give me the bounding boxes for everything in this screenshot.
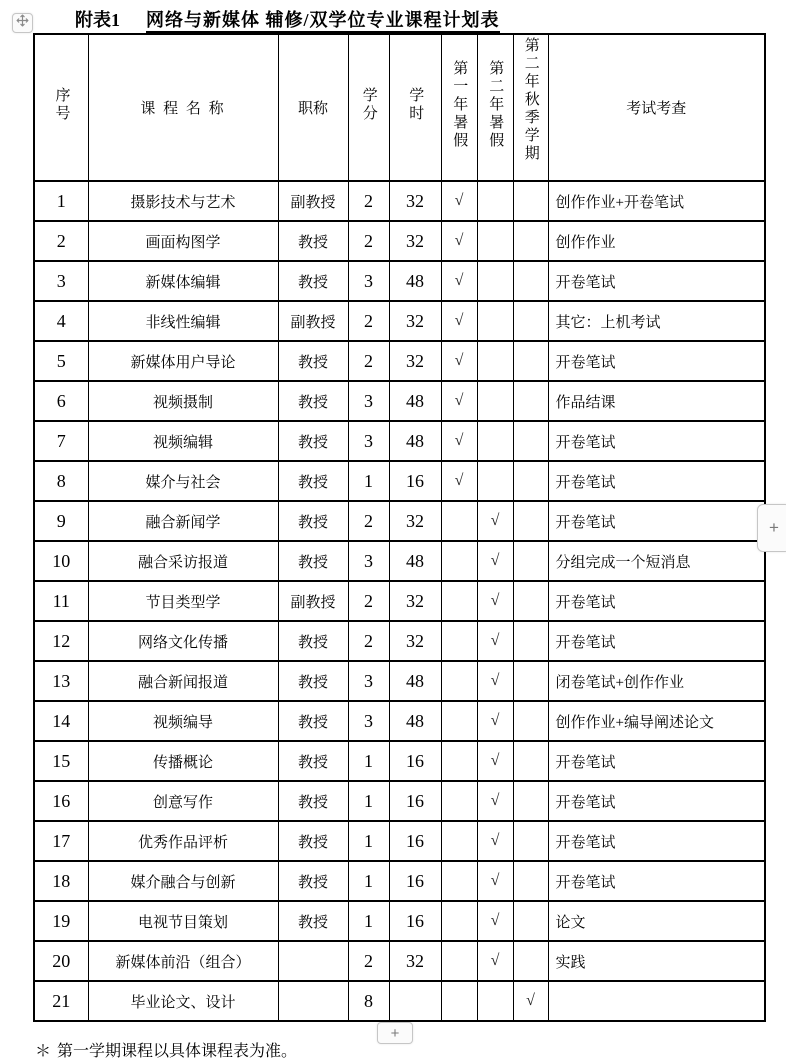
- title-main: 网络与新媒体 辅修/双学位专业课程计划表: [146, 10, 500, 33]
- cell-year2-fall-check[interactable]: [513, 821, 548, 861]
- cell-exam[interactable]: 创作作业+开卷笔试: [548, 181, 765, 221]
- plus-icon: +: [390, 1024, 400, 1042]
- cell-rank[interactable]: 教授: [278, 501, 348, 541]
- footnote[interactable]: [35, 1038, 297, 1061]
- cell-index[interactable]: 5: [34, 341, 88, 381]
- cell-rank[interactable]: 教授: [278, 861, 348, 901]
- cell-credits[interactable]: 2: [348, 621, 389, 661]
- cell-credits[interactable]: 2: [348, 181, 389, 221]
- cell-year2-fall-check[interactable]: [513, 661, 548, 701]
- cell-index[interactable]: 12: [34, 621, 88, 661]
- cell-exam[interactable]: 其它：上机考试: [548, 301, 765, 341]
- cell-credits[interactable]: 1: [348, 861, 389, 901]
- header-row: [34, 34, 765, 181]
- cell-course-name[interactable]: 网络文化传播: [88, 621, 278, 661]
- cell-credits[interactable]: 3: [348, 381, 389, 421]
- cell-year1-summer-check[interactable]: [441, 661, 477, 701]
- cell-year2-summer-check[interactable]: √: [477, 821, 513, 861]
- move-icon: [16, 14, 29, 32]
- table-row: [34, 501, 765, 541]
- cell-credits[interactable]: 3: [348, 261, 389, 301]
- cell-index[interactable]: 11: [34, 581, 88, 621]
- col-header-index[interactable]: 序号: [34, 34, 88, 181]
- cell-hours[interactable]: 48: [389, 701, 441, 741]
- cell-rank[interactable]: 教授: [278, 541, 348, 581]
- cell-index[interactable]: 1: [34, 181, 88, 221]
- cell-rank[interactable]: [278, 981, 348, 1021]
- table-row: [34, 821, 765, 861]
- cell-year2-fall-check[interactable]: √: [513, 981, 548, 1021]
- cell-rank[interactable]: 副教授: [278, 301, 348, 341]
- cell-course-name[interactable]: 画面构图学: [88, 221, 278, 261]
- cell-hours[interactable]: 48: [389, 661, 441, 701]
- course-plan-table: [33, 33, 766, 1022]
- table-row: [34, 941, 765, 981]
- insert-row-button[interactable]: [377, 1022, 413, 1044]
- cell-year1-summer-check[interactable]: [441, 781, 477, 821]
- cell-year2-summer-check[interactable]: √: [477, 621, 513, 661]
- cell-year2-summer-check[interactable]: √: [477, 581, 513, 621]
- cell-year2-summer-check[interactable]: [477, 261, 513, 301]
- table-row: [34, 661, 765, 701]
- cell-year1-summer-check[interactable]: √: [441, 461, 477, 501]
- cell-course-name[interactable]: 融合新闻学: [88, 501, 278, 541]
- table-row: [34, 221, 765, 261]
- table-row: [34, 861, 765, 901]
- cell-credits[interactable]: 2: [348, 501, 389, 541]
- cell-course-name[interactable]: 新媒体编辑: [88, 261, 278, 301]
- cell-exam[interactable]: 开卷笔试: [548, 821, 765, 861]
- cell-hours[interactable]: 32: [389, 581, 441, 621]
- col-header-exam[interactable]: 考试考查: [548, 34, 765, 181]
- cell-hours[interactable]: 16: [389, 861, 441, 901]
- cell-year1-summer-check[interactable]: [441, 901, 477, 941]
- cell-year1-summer-check[interactable]: √: [441, 221, 477, 261]
- table-row: [34, 181, 765, 221]
- cell-index[interactable]: 8: [34, 461, 88, 501]
- cell-year2-summer-check[interactable]: √: [477, 701, 513, 741]
- cell-exam[interactable]: 开卷笔试: [548, 261, 765, 301]
- cell-year2-fall-check[interactable]: [513, 741, 548, 781]
- cell-hours[interactable]: [389, 981, 441, 1021]
- cell-credits[interactable]: 1: [348, 781, 389, 821]
- cell-year1-summer-check[interactable]: [441, 741, 477, 781]
- title-prefix: 附表1: [75, 10, 120, 30]
- cell-hours[interactable]: 32: [389, 941, 441, 981]
- cell-year1-summer-check[interactable]: [441, 981, 477, 1021]
- cell-index[interactable]: 2: [34, 221, 88, 261]
- cell-course-name[interactable]: 新媒体前沿（组合）: [88, 941, 278, 981]
- cell-course-name[interactable]: 新媒体用户导论: [88, 341, 278, 381]
- cell-year2-summer-check[interactable]: [477, 341, 513, 381]
- cell-rank[interactable]: 教授: [278, 381, 348, 421]
- table-row: [34, 621, 765, 661]
- table-row: [34, 581, 765, 621]
- cell-year2-fall-check[interactable]: [513, 701, 548, 741]
- cell-exam[interactable]: 论文: [548, 901, 765, 941]
- table-row: [34, 301, 765, 341]
- cell-course-name[interactable]: 电视节目策划: [88, 901, 278, 941]
- col-header-course[interactable]: 课 程 名 称: [88, 34, 278, 181]
- cell-year2-summer-check[interactable]: √: [477, 781, 513, 821]
- cell-course-name[interactable]: 视频摄制: [88, 381, 278, 421]
- cell-hours[interactable]: 16: [389, 821, 441, 861]
- cell-rank[interactable]: 教授: [278, 821, 348, 861]
- cell-exam[interactable]: 开卷笔试: [548, 621, 765, 661]
- cell-credits[interactable]: 2: [348, 341, 389, 381]
- cell-year2-summer-check[interactable]: √: [477, 901, 513, 941]
- cell-course-name[interactable]: 节目类型学: [88, 581, 278, 621]
- cell-index[interactable]: 7: [34, 421, 88, 461]
- cell-year2-fall-check[interactable]: [513, 421, 548, 461]
- cell-year2-fall-check[interactable]: [513, 301, 548, 341]
- cell-year2-fall-check[interactable]: [513, 341, 548, 381]
- cell-year1-summer-check[interactable]: [441, 541, 477, 581]
- cell-rank[interactable]: 教授: [278, 741, 348, 781]
- cell-credits[interactable]: 3: [348, 701, 389, 741]
- cell-course-name[interactable]: 传播概论: [88, 741, 278, 781]
- cell-hours[interactable]: 32: [389, 221, 441, 261]
- cell-year2-fall-check[interactable]: [513, 941, 548, 981]
- cell-rank[interactable]: 副教授: [278, 581, 348, 621]
- cell-rank[interactable]: 教授: [278, 221, 348, 261]
- cell-hours[interactable]: 16: [389, 901, 441, 941]
- cell-course-name[interactable]: 融合采访报道: [88, 541, 278, 581]
- cell-hours[interactable]: 48: [389, 541, 441, 581]
- cell-index[interactable]: 9: [34, 501, 88, 541]
- cell-year2-fall-check[interactable]: [513, 501, 548, 541]
- footnote-text: 第一学期课程以具体课程表为准。: [57, 1043, 298, 1060]
- cell-year2-summer-check[interactable]: [477, 421, 513, 461]
- cell-rank[interactable]: 教授: [278, 461, 348, 501]
- cell-rank[interactable]: 教授: [278, 901, 348, 941]
- cell-index[interactable]: 3: [34, 261, 88, 301]
- cell-year2-fall-check[interactable]: [513, 901, 548, 941]
- cell-year1-summer-check[interactable]: [441, 941, 477, 981]
- cell-course-name[interactable]: 视频编导: [88, 701, 278, 741]
- cell-exam[interactable]: 实践: [548, 941, 765, 981]
- cell-course-name[interactable]: 摄影技术与艺术: [88, 181, 278, 221]
- cell-year1-summer-check[interactable]: √: [441, 301, 477, 341]
- cell-exam[interactable]: 闭卷笔试+创作作业: [548, 661, 765, 701]
- cell-year2-fall-check[interactable]: [513, 381, 548, 421]
- col-header-rank[interactable]: 职称: [278, 34, 348, 181]
- cell-year2-fall-check[interactable]: [513, 581, 548, 621]
- cell-year2-fall-check[interactable]: [513, 541, 548, 581]
- cell-index[interactable]: 13: [34, 661, 88, 701]
- cell-year2-summer-check[interactable]: [477, 461, 513, 501]
- cell-rank[interactable]: 教授: [278, 341, 348, 381]
- cell-year2-fall-check[interactable]: [513, 221, 548, 261]
- cell-year2-summer-check[interactable]: [477, 221, 513, 261]
- cell-exam[interactable]: 开卷笔试: [548, 581, 765, 621]
- table-row: [34, 701, 765, 741]
- table-row: [34, 541, 765, 581]
- plus-icon: +: [769, 518, 779, 537]
- cell-credits[interactable]: 3: [348, 421, 389, 461]
- cell-year1-summer-check[interactable]: [441, 621, 477, 661]
- col-header-hours[interactable]: 学时: [389, 34, 441, 181]
- table-row: [34, 421, 765, 461]
- cell-year2-fall-check[interactable]: [513, 461, 548, 501]
- cell-exam[interactable]: 创作作业: [548, 221, 765, 261]
- cell-year2-summer-check[interactable]: [477, 301, 513, 341]
- cell-exam[interactable]: 作品结课: [548, 381, 765, 421]
- cell-year2-summer-check[interactable]: √: [477, 661, 513, 701]
- cell-index[interactable]: 16: [34, 781, 88, 821]
- cell-course-name[interactable]: 优秀作品评析: [88, 821, 278, 861]
- cell-year2-summer-check[interactable]: √: [477, 941, 513, 981]
- cell-year1-summer-check[interactable]: √: [441, 341, 477, 381]
- cell-index[interactable]: 19: [34, 901, 88, 941]
- col-header-credits[interactable]: 学分: [348, 34, 389, 181]
- cell-year2-fall-check[interactable]: [513, 621, 548, 661]
- cell-exam[interactable]: 创作作业+编导阐述论文: [548, 701, 765, 741]
- cell-credits[interactable]: 1: [348, 741, 389, 781]
- cell-credits[interactable]: 2: [348, 941, 389, 981]
- table-row: [34, 381, 765, 421]
- cell-year2-summer-check[interactable]: [477, 981, 513, 1021]
- cell-year2-fall-check[interactable]: [513, 181, 548, 221]
- cell-course-name[interactable]: 融合新闻报道: [88, 661, 278, 701]
- cell-hours[interactable]: 32: [389, 341, 441, 381]
- cell-year2-summer-check[interactable]: √: [477, 541, 513, 581]
- cell-rank[interactable]: 教授: [278, 421, 348, 461]
- cell-index[interactable]: 15: [34, 741, 88, 781]
- cell-index[interactable]: 17: [34, 821, 88, 861]
- table-row: [34, 781, 765, 821]
- cell-hours[interactable]: 48: [389, 421, 441, 461]
- col-header-year2-fall[interactable]: 第二年秋季学期: [513, 34, 548, 181]
- cell-course-name[interactable]: 毕业论文、设计: [88, 981, 278, 1021]
- cell-exam[interactable]: [548, 981, 765, 1021]
- cell-index[interactable]: 21: [34, 981, 88, 1021]
- cell-year2-summer-check[interactable]: [477, 181, 513, 221]
- cell-index[interactable]: 4: [34, 301, 88, 341]
- cell-index[interactable]: 10: [34, 541, 88, 581]
- table-row: [34, 741, 765, 781]
- cell-hours[interactable]: 32: [389, 181, 441, 221]
- table-row: [34, 341, 765, 381]
- cell-hours[interactable]: 48: [389, 381, 441, 421]
- cell-rank[interactable]: [278, 941, 348, 981]
- cell-rank[interactable]: 教授: [278, 781, 348, 821]
- cell-hours[interactable]: 16: [389, 741, 441, 781]
- cell-credits[interactable]: 8: [348, 981, 389, 1021]
- cell-year1-summer-check[interactable]: √: [441, 261, 477, 301]
- table-row: [34, 261, 765, 301]
- cell-exam[interactable]: 开卷笔试: [548, 741, 765, 781]
- cell-course-name[interactable]: 视频编辑: [88, 421, 278, 461]
- cell-exam[interactable]: 开卷笔试: [548, 781, 765, 821]
- cell-index[interactable]: 20: [34, 941, 88, 981]
- insert-column-button[interactable]: [757, 504, 786, 552]
- cell-credits[interactable]: 2: [348, 221, 389, 261]
- cell-hours[interactable]: 16: [389, 461, 441, 501]
- cell-year2-fall-check[interactable]: [513, 861, 548, 901]
- cell-rank[interactable]: 副教授: [278, 181, 348, 221]
- cell-year2-summer-check[interactable]: √: [477, 501, 513, 541]
- cell-index[interactable]: 18: [34, 861, 88, 901]
- cell-credits[interactable]: 2: [348, 301, 389, 341]
- cell-year1-summer-check[interactable]: [441, 861, 477, 901]
- cell-year1-summer-check[interactable]: [441, 581, 477, 621]
- cell-credits[interactable]: 3: [348, 541, 389, 581]
- cell-year2-summer-check[interactable]: [477, 381, 513, 421]
- cell-hours[interactable]: 16: [389, 781, 441, 821]
- table-row: [34, 901, 765, 941]
- cell-index[interactable]: 6: [34, 381, 88, 421]
- cell-year2-fall-check[interactable]: [513, 781, 548, 821]
- cell-hours[interactable]: 32: [389, 621, 441, 661]
- cell-year2-summer-check[interactable]: √: [477, 861, 513, 901]
- cell-exam[interactable]: 开卷笔试: [548, 501, 765, 541]
- cell-exam[interactable]: 开卷笔试: [548, 861, 765, 901]
- table-row: [34, 461, 765, 501]
- cell-year1-summer-check[interactable]: √: [441, 381, 477, 421]
- cell-hours[interactable]: 32: [389, 301, 441, 341]
- cell-exam[interactable]: 分组完成一个短消息: [548, 541, 765, 581]
- cell-credits[interactable]: 1: [348, 821, 389, 861]
- cell-hours[interactable]: 32: [389, 501, 441, 541]
- cell-year1-summer-check[interactable]: √: [441, 421, 477, 461]
- cell-rank[interactable]: 教授: [278, 661, 348, 701]
- cell-exam[interactable]: 开卷笔试: [548, 461, 765, 501]
- cell-rank[interactable]: 教授: [278, 261, 348, 301]
- cell-rank[interactable]: 教授: [278, 621, 348, 661]
- cell-year2-summer-check[interactable]: √: [477, 741, 513, 781]
- cell-hours[interactable]: 48: [389, 261, 441, 301]
- cell-credits[interactable]: 1: [348, 901, 389, 941]
- cell-year1-summer-check[interactable]: √: [441, 181, 477, 221]
- cell-course-name[interactable]: 媒介与社会: [88, 461, 278, 501]
- cell-course-name[interactable]: 创意写作: [88, 781, 278, 821]
- cell-exam[interactable]: 开卷笔试: [548, 341, 765, 381]
- cell-index[interactable]: 14: [34, 701, 88, 741]
- cell-exam[interactable]: 开卷笔试: [548, 421, 765, 461]
- cell-course-name[interactable]: 媒介融合与创新: [88, 861, 278, 901]
- table-row: [34, 981, 765, 1021]
- col-header-year2-summer[interactable]: 第二年暑假: [477, 34, 513, 181]
- col-header-year1-summer[interactable]: 第一年暑假: [441, 34, 477, 181]
- cell-year1-summer-check[interactable]: [441, 501, 477, 541]
- cell-year2-fall-check[interactable]: [513, 261, 548, 301]
- cell-credits[interactable]: 2: [348, 581, 389, 621]
- footnote-marker: ＊: [35, 1043, 52, 1060]
- cell-credits[interactable]: 3: [348, 661, 389, 701]
- cell-year1-summer-check[interactable]: [441, 701, 477, 741]
- cell-rank[interactable]: 教授: [278, 701, 348, 741]
- cell-course-name[interactable]: 非线性编辑: [88, 301, 278, 341]
- cell-credits[interactable]: 1: [348, 461, 389, 501]
- table-move-handle[interactable]: [12, 13, 33, 33]
- cell-year1-summer-check[interactable]: [441, 821, 477, 861]
- document-title[interactable]: [75, 6, 500, 32]
